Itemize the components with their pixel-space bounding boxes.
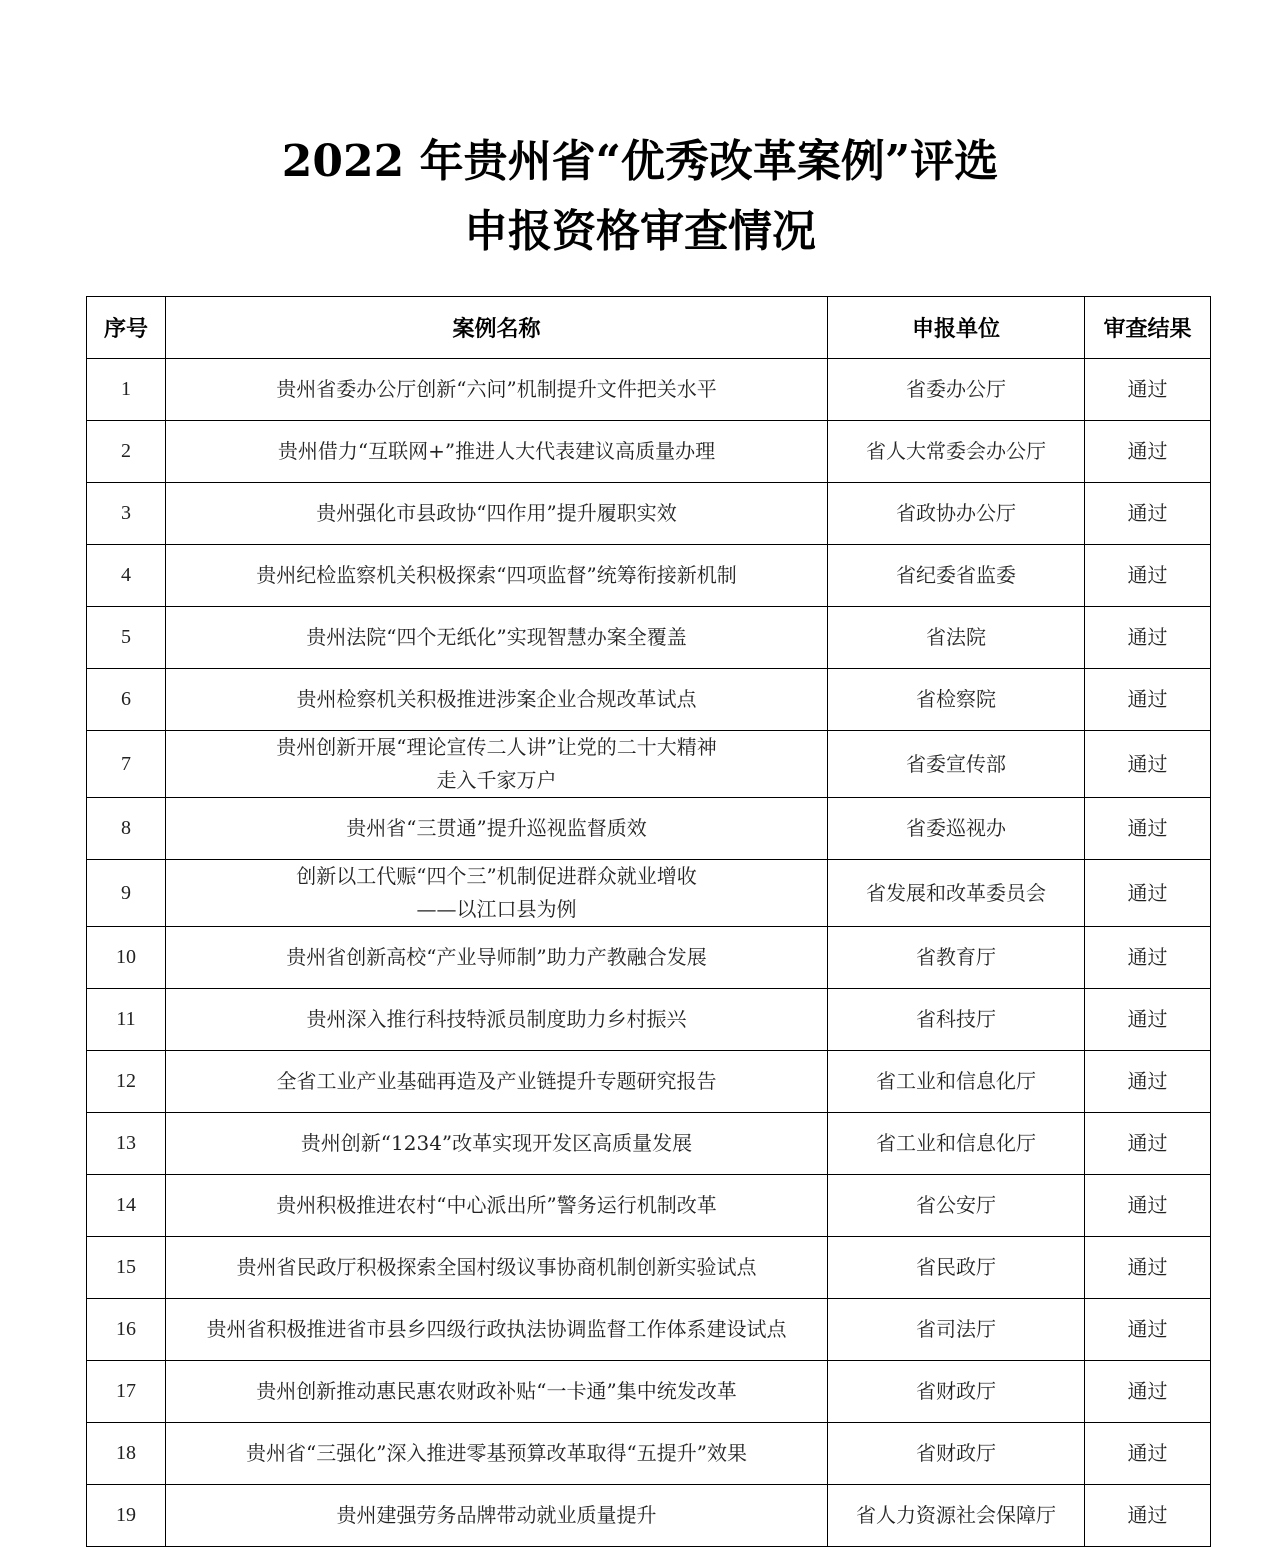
table-row — [87, 860, 1211, 927]
cell-review-result: 通过 — [1085, 1423, 1211, 1485]
table-body — [87, 359, 1211, 1547]
case-name-line: ——以江口县为例 — [416, 897, 577, 921]
cell-review-result: 通过 — [1085, 798, 1211, 860]
header-applicant-unit: 申报单位 — [828, 297, 1085, 359]
cell-review-result: 通过 — [1085, 989, 1211, 1051]
case-name-line: 贵州检察机关积极推进涉案企业合规改革试点 — [296, 687, 697, 711]
cell-case-name — [166, 1361, 828, 1423]
cell-serial-number: 1 — [87, 359, 166, 421]
cell-applicant-unit: 省检察院 — [828, 669, 1085, 731]
case-name-line: 贵州省民政厅积极探索全国村级议事协商机制创新实验试点 — [236, 1255, 757, 1279]
case-name-line: 贵州创新推动惠民惠农财政补贴“一卡通”集中统发改革 — [256, 1379, 737, 1403]
cell-case-name — [166, 731, 828, 798]
case-name-line: 贵州省创新高校“产业导师制”助力产教融合发展 — [286, 945, 707, 969]
table-row — [87, 989, 1211, 1051]
cell-serial-number: 10 — [87, 927, 166, 989]
cell-applicant-unit: 省工业和信息化厅 — [828, 1051, 1085, 1113]
cell-applicant-unit: 省教育厅 — [828, 927, 1085, 989]
cell-serial-number: 14 — [87, 1175, 166, 1237]
cell-case-name — [166, 359, 828, 421]
cell-applicant-unit: 省政协办公厅 — [828, 483, 1085, 545]
review-results-table — [86, 296, 1211, 1547]
case-name-line: 贵州强化市县政协“四作用”提升履职实效 — [316, 501, 677, 525]
cell-case-name — [166, 927, 828, 989]
case-name-line: 贵州创新“1234”改革实现开发区高质量发展 — [300, 1131, 693, 1155]
cell-serial-number: 13 — [87, 1113, 166, 1175]
case-name-line: 贵州深入推行科技特派员制度助力乡村振兴 — [306, 1007, 687, 1031]
cell-serial-number: 17 — [87, 1361, 166, 1423]
cell-serial-number: 5 — [87, 607, 166, 669]
table-row — [87, 1237, 1211, 1299]
cell-serial-number: 18 — [87, 1423, 166, 1485]
document-title-line-1: 2022 年贵州省“优秀改革案例”评选 — [281, 136, 999, 187]
table-row — [87, 421, 1211, 483]
cell-serial-number: 15 — [87, 1237, 166, 1299]
cell-case-name — [166, 1299, 828, 1361]
cell-serial-number: 8 — [87, 798, 166, 860]
table-row — [87, 1423, 1211, 1485]
cell-review-result: 通过 — [1085, 669, 1211, 731]
case-name-line: 贵州省积极推进省市县乡四级行政执法协调监督工作体系建设试点 — [206, 1317, 787, 1341]
cell-review-result: 通过 — [1085, 731, 1211, 798]
cell-review-result: 通过 — [1085, 1113, 1211, 1175]
cell-serial-number: 2 — [87, 421, 166, 483]
table-row — [87, 1051, 1211, 1113]
cell-serial-number: 6 — [87, 669, 166, 731]
case-name-line: 贵州建强劳务品牌带动就业质量提升 — [336, 1503, 657, 1527]
cell-case-name — [166, 483, 828, 545]
cell-serial-number: 12 — [87, 1051, 166, 1113]
cell-applicant-unit: 省科技厅 — [828, 989, 1085, 1051]
case-name-line: 贵州纪检监察机关积极探索“四项监督”统筹衔接新机制 — [256, 563, 737, 587]
case-name-line: 贵州省“三贯通”提升巡视监督质效 — [346, 816, 647, 840]
header-review-result: 审查结果 — [1085, 297, 1211, 359]
cell-case-name — [166, 1485, 828, 1547]
document-title-line-2: 申报资格审查情况 — [464, 206, 816, 257]
table-row — [87, 545, 1211, 607]
cell-review-result: 通过 — [1085, 483, 1211, 545]
case-name-line: 全省工业产业基础再造及产业链提升专题研究报告 — [276, 1069, 717, 1093]
cell-applicant-unit: 省民政厅 — [828, 1237, 1085, 1299]
cell-review-result: 通过 — [1085, 1051, 1211, 1113]
table-row — [87, 669, 1211, 731]
cell-case-name — [166, 1051, 828, 1113]
cell-case-name — [166, 1237, 828, 1299]
cell-serial-number: 9 — [87, 860, 166, 927]
table-row — [87, 1175, 1211, 1237]
case-name-line: 贵州积极推进农村“中心派出所”警务运行机制改革 — [276, 1193, 717, 1217]
cell-applicant-unit: 省发展和改革委员会 — [828, 860, 1085, 927]
cell-case-name — [166, 1175, 828, 1237]
table-header-row — [87, 297, 1211, 359]
cell-applicant-unit: 省财政厅 — [828, 1423, 1085, 1485]
table-row — [87, 607, 1211, 669]
cell-review-result: 通过 — [1085, 359, 1211, 421]
table-row — [87, 731, 1211, 798]
cell-case-name — [166, 669, 828, 731]
cell-case-name — [166, 1423, 828, 1485]
cell-applicant-unit: 省工业和信息化厅 — [828, 1113, 1085, 1175]
cell-review-result: 通过 — [1085, 1175, 1211, 1237]
case-name-line: 贵州借力“互联网+”推进人大代表建议高质量办理 — [277, 439, 716, 463]
cell-serial-number: 3 — [87, 483, 166, 545]
cell-applicant-unit: 省人力资源社会保障厅 — [828, 1485, 1085, 1547]
cell-case-name — [166, 798, 828, 860]
cell-case-name — [166, 421, 828, 483]
cell-review-result: 通过 — [1085, 1361, 1211, 1423]
header-serial-number: 序号 — [87, 297, 166, 359]
cell-review-result: 通过 — [1085, 1299, 1211, 1361]
cell-case-name — [166, 545, 828, 607]
table-row — [87, 1361, 1211, 1423]
cell-applicant-unit: 省委宣传部 — [828, 731, 1085, 798]
header-case-name: 案例名称 — [166, 297, 828, 359]
cell-serial-number: 11 — [87, 989, 166, 1051]
cell-serial-number: 19 — [87, 1485, 166, 1547]
cell-serial-number: 4 — [87, 545, 166, 607]
case-name-line: 创新以工代赈“四个三”机制促进群众就业增收 — [296, 864, 697, 888]
case-name-line: 贵州创新开展“理论宣传二人讲”让党的二十大精神 — [276, 735, 717, 759]
cell-review-result: 通过 — [1085, 927, 1211, 989]
case-name-line: 贵州法院“四个无纸化”实现智慧办案全覆盖 — [306, 625, 687, 649]
cell-review-result: 通过 — [1085, 607, 1211, 669]
cell-review-result: 通过 — [1085, 421, 1211, 483]
table-row — [87, 1113, 1211, 1175]
table-row — [87, 927, 1211, 989]
cell-applicant-unit: 省纪委省监委 — [828, 545, 1085, 607]
table-row — [87, 1485, 1211, 1547]
table-row — [87, 1299, 1211, 1361]
cell-serial-number: 16 — [87, 1299, 166, 1361]
cell-review-result: 通过 — [1085, 1485, 1211, 1547]
cell-review-result: 通过 — [1085, 545, 1211, 607]
cell-case-name — [166, 989, 828, 1051]
cell-applicant-unit: 省委办公厅 — [828, 359, 1085, 421]
case-name-line: 走入千家万户 — [436, 768, 557, 792]
case-name-line: 贵州省委办公厅创新“六问”机制提升文件把关水平 — [276, 377, 717, 401]
table-row — [87, 798, 1211, 860]
table-row — [87, 359, 1211, 421]
cell-applicant-unit: 省公安厅 — [828, 1175, 1085, 1237]
cell-review-result: 通过 — [1085, 860, 1211, 927]
table-row — [87, 483, 1211, 545]
cell-applicant-unit: 省财政厅 — [828, 1361, 1085, 1423]
cell-applicant-unit: 省法院 — [828, 607, 1085, 669]
cell-applicant-unit: 省司法厅 — [828, 1299, 1085, 1361]
case-name-line: 贵州省“三强化”深入推进零基预算改革取得“五提升”效果 — [246, 1441, 747, 1465]
cell-applicant-unit: 省委巡视办 — [828, 798, 1085, 860]
cell-case-name — [166, 860, 828, 927]
cell-review-result: 通过 — [1085, 1237, 1211, 1299]
cell-case-name — [166, 607, 828, 669]
cell-serial-number: 7 — [87, 731, 166, 798]
cell-case-name — [166, 1113, 828, 1175]
cell-applicant-unit: 省人大常委会办公厅 — [828, 421, 1085, 483]
